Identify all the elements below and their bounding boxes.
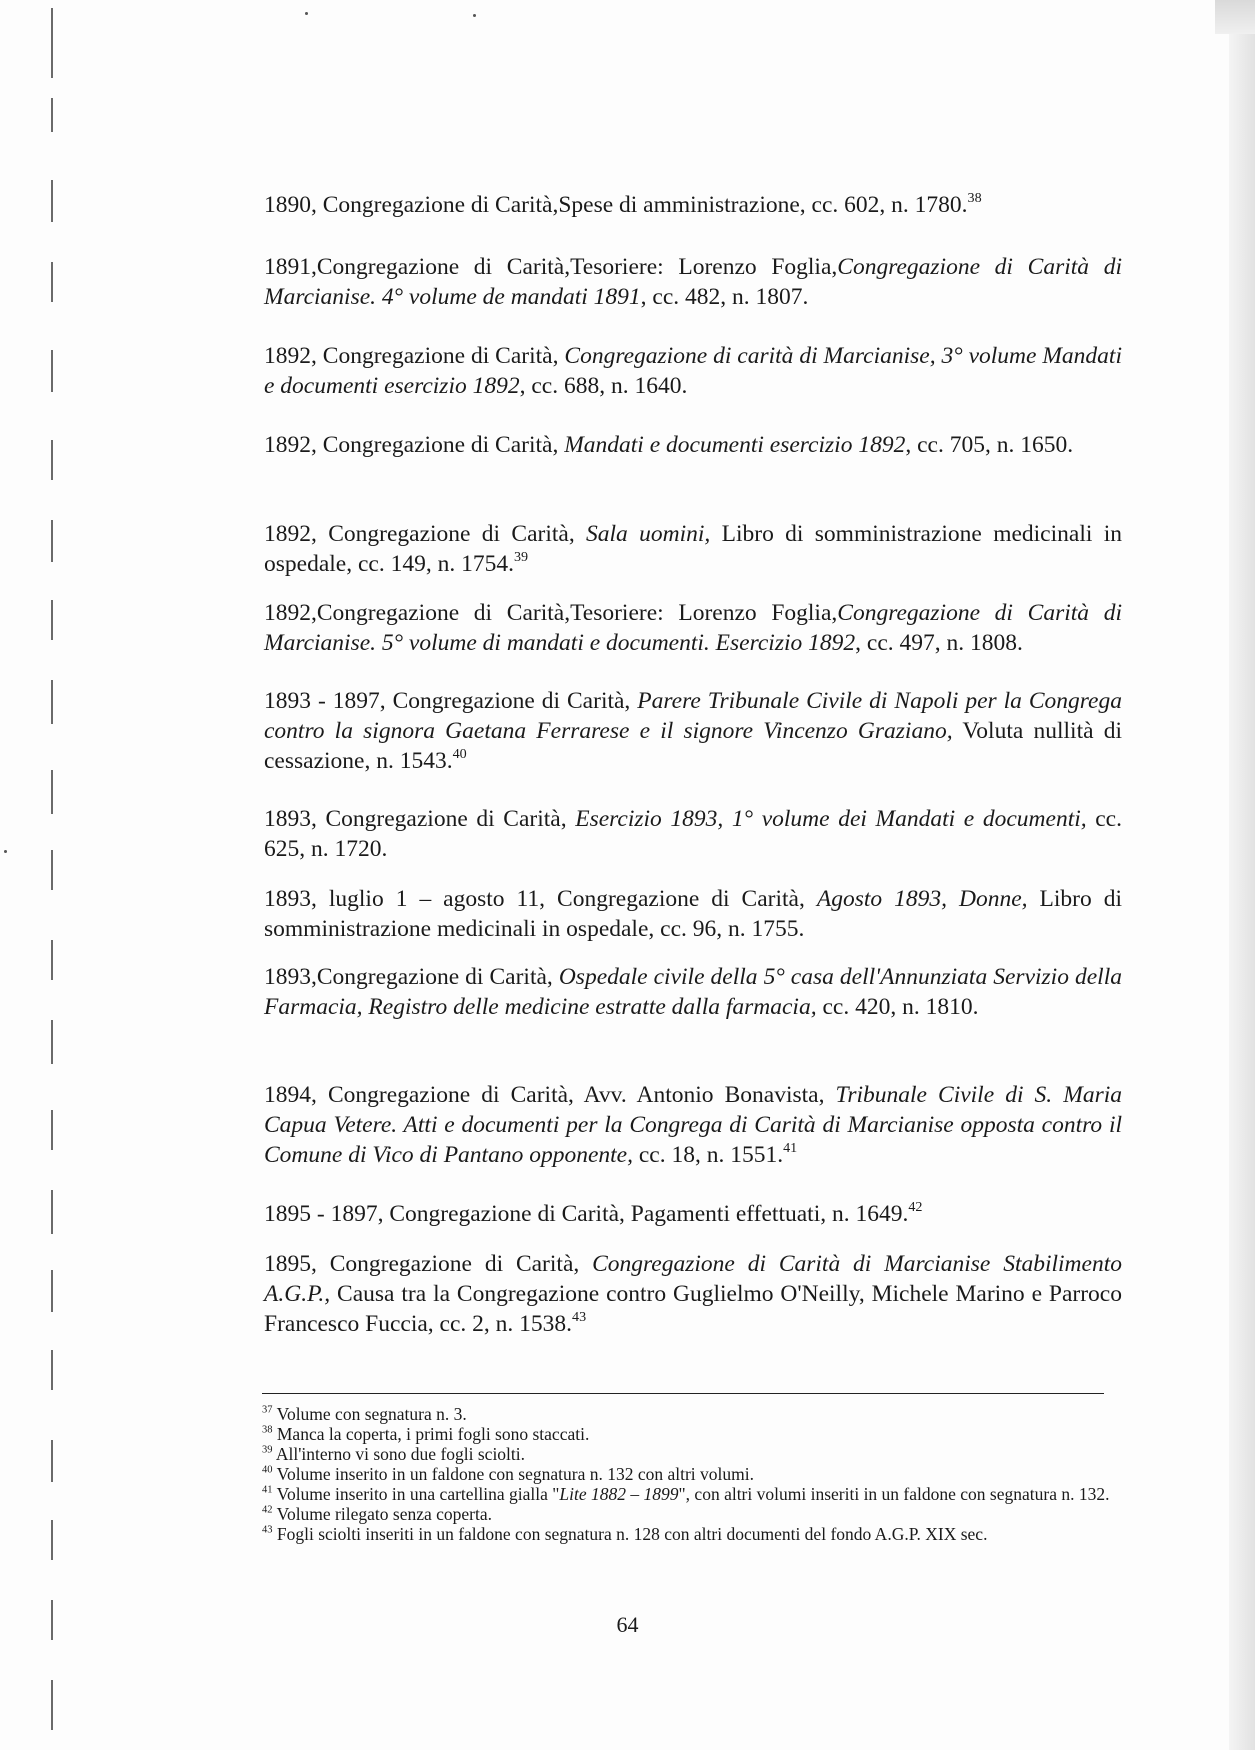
page-number: 64 <box>616 1612 639 1637</box>
footnote-reference: 40 <box>452 745 467 762</box>
binding-mark <box>51 770 53 814</box>
entry-text: 1892, Congregazione di Carità, <box>264 342 565 369</box>
entry-text: 1893,Congregazione di Carità, <box>264 963 559 990</box>
page-corner-shadow <box>1215 0 1255 34</box>
footnote-number: 42 <box>262 1504 273 1516</box>
archive-entry <box>264 884 1122 944</box>
italic-title-text: Congregazione di Carità di Marcianise Stabilimento A.G.P., <box>264 1250 1122 1307</box>
entry-text: Volume rilegato senza coperta. <box>276 1504 492 1524</box>
binding-mark <box>51 1190 53 1234</box>
binding-mark <box>51 1520 53 1560</box>
binding-mark <box>51 98 53 132</box>
footnote <box>262 1484 1112 1504</box>
italic-title-text: Tribunale Civile di S. Maria Capua Vetere. Atti e documenti per la Congrega di Carità di Marcianise opposta contro il Comune di Vico di Pantano opponente, <box>264 1081 1122 1168</box>
archive-entry <box>264 430 1122 460</box>
archive-entry <box>264 1080 1122 1170</box>
footnote-number: 41 <box>262 1484 273 1496</box>
entry-text: 1891,Congregazione di Carità,Tesoriere: Lorenzo Foglia, <box>264 253 838 280</box>
entry-text: Volume inserito in una cartellina gialla " <box>276 1484 560 1504</box>
entry-text: Libro di somministrazione medicinali in ospedale, cc. 96, n. 1755. <box>264 885 1122 942</box>
binding-mark <box>51 350 53 392</box>
archive-entry <box>264 252 1122 312</box>
entry-text: 1895, Congregazione di Carità, <box>264 1250 593 1277</box>
italic-title-text: Congregazione di carità di Marcianise, 3° volume Mandati e documenti esercizio 1892 <box>264 342 1122 399</box>
entry-text: 1893 - 1897, Congregazione di Carità, <box>264 687 638 714</box>
archive-entry <box>264 519 1122 579</box>
italic-title-text: Agosto 1893, Donne, <box>816 885 1028 912</box>
entry-text: Volume con segnatura n. 3. <box>276 1404 467 1424</box>
entry-text: Fogli sciolti inseriti in un faldone con segnatura n. 128 con altri documenti del fondo A.G.P. XIX sec. <box>276 1524 988 1544</box>
entry-text: , cc. 497, n. 1808. <box>855 629 1023 656</box>
italic-title-text: Congregazione di Carità di Marcianise. 5° volume di mandati e documenti. Esercizio 1892 <box>264 599 1122 656</box>
footnote-number: 43 <box>262 1524 273 1536</box>
binding-mark <box>51 440 53 480</box>
entry-text: 1893, Congregazione di Carità, <box>264 805 576 832</box>
binding-mark <box>51 1440 53 1482</box>
entry-text: 1893, luglio 1 – agosto 11, Congregazione di Carità, <box>264 885 817 912</box>
footnote-number: 39 <box>262 1444 273 1456</box>
archive-entry <box>264 598 1122 658</box>
binding-mark <box>51 262 53 302</box>
entry-text: 1894, Congregazione di Carità, Avv. Antonio Bonavista, <box>264 1081 836 1108</box>
footnote <box>262 1444 1112 1464</box>
footnote <box>262 1404 1112 1424</box>
entry-text: Voluta nullità di cessazione, n. 1543. <box>264 717 1122 774</box>
archive-entry <box>264 804 1122 864</box>
binding-mark <box>51 680 53 724</box>
footnote-number: 38 <box>262 1424 273 1436</box>
entry-text: cc. 18, n. 1551. <box>632 1141 784 1168</box>
entry-text: Libro di somministrazione medicinali in ospedale, cc. 149, n. 1754. <box>264 520 1122 577</box>
entry-text: 1892,Congregazione di Carità,Tesoriere: Lorenzo Foglia, <box>264 599 838 626</box>
page-edge-shadow <box>1229 0 1255 1750</box>
scan-speck <box>305 12 308 15</box>
archive-entry <box>264 686 1122 776</box>
binding-mark <box>51 520 53 562</box>
binding-mark <box>51 8 53 78</box>
italic-title-text: Parere Tribunale Civile di Napoli per la Congrega contro la signora Gaetana Ferrarese e il signore Vincenzo Graziano, <box>264 687 1122 744</box>
entry-text: Volume inserito in un faldone con segnatura n. 132 con altri volumi. <box>276 1464 754 1484</box>
entry-text: 1892, Congregazione di Carità, <box>264 520 587 547</box>
binding-mark <box>51 1110 53 1150</box>
footnote <box>262 1524 1112 1544</box>
archive-entry <box>264 1249 1122 1339</box>
entry-text: , cc. 688, n. 1640. <box>519 372 688 399</box>
footnote-reference: 39 <box>513 548 529 565</box>
binding-mark <box>51 600 53 640</box>
entry-text: Causa tra la Congregazione contro Guglielmo O'Neilly, Michele Marino e Parroco Francesco Fuccia, cc. 2, n. 1538. <box>264 1280 1122 1337</box>
entry-text: cc. 625, n. 1720. <box>264 805 1122 862</box>
italic-title-text: Lite 1882 – 1899 <box>559 1484 679 1504</box>
archive-entry <box>264 962 1122 1022</box>
footnote-reference: 38 <box>967 189 982 206</box>
binding-mark <box>51 1020 53 1064</box>
entry-text: 1890, Congregazione di Carità,Spese di amministrazione, cc. 602, n. 1780. <box>264 191 968 218</box>
entry-text: cc. 420, n. 1810. <box>816 993 979 1020</box>
footnote-separator <box>262 1393 1104 1394</box>
binding-mark <box>51 1680 53 1730</box>
binding-mark <box>51 940 53 980</box>
footnote-reference: 42 <box>908 1198 923 1215</box>
entry-text: 1895 - 1897, Congregazione di Carità, Pagamenti effettuati, n. 1649. <box>264 1200 909 1227</box>
footnote-reference: 41 <box>783 1139 798 1156</box>
binding-mark <box>51 1270 53 1312</box>
entry-text: All'interno vi sono due fogli sciolti. <box>275 1444 526 1464</box>
binding-mark <box>51 850 53 890</box>
footnote-number: 37 <box>262 1404 273 1416</box>
italic-title-text: Congregazione di Carità di Marcianise. 4° volume de mandati 1891 <box>264 253 1122 310</box>
footnote <box>262 1504 1112 1524</box>
footnote-number: 40 <box>262 1464 273 1476</box>
scan-speck <box>4 850 7 853</box>
entry-text: 1892, Congregazione di Carità, <box>264 431 565 458</box>
entry-text: ", con altri volumi inseriti in un faldone con segnatura n. 132. <box>678 1484 1110 1504</box>
entry-text: , cc. 482, n. 1807. <box>640 283 809 310</box>
entry-text: Manca la coperta, i primi fogli sono staccati. <box>276 1424 590 1444</box>
archive-entry <box>264 341 1122 401</box>
footnotes <box>262 1404 1112 1544</box>
binding-mark <box>51 1350 53 1390</box>
italic-title-text: Sala uomini, <box>586 520 711 547</box>
footnote <box>262 1464 1112 1484</box>
footnote-reference: 43 <box>572 1308 587 1325</box>
binding-mark <box>51 180 53 222</box>
italic-title-text: Esercizio 1893, 1° volume dei Mandati e documenti, <box>575 805 1087 832</box>
entry-text: , cc. 705, n. 1650. <box>905 431 1074 458</box>
archive-entry <box>264 1199 1122 1229</box>
italic-title-text: Ospedale civile della 5° casa dell'Annunziata Servizio della Farmacia, Registro delle medicine estratte dalla farmacia, <box>264 963 1122 1020</box>
italic-title-text: Mandati e documenti esercizio 1892 <box>564 431 906 458</box>
scan-speck <box>473 14 476 17</box>
footnote <box>262 1424 1112 1444</box>
archive-entry <box>264 190 1122 220</box>
